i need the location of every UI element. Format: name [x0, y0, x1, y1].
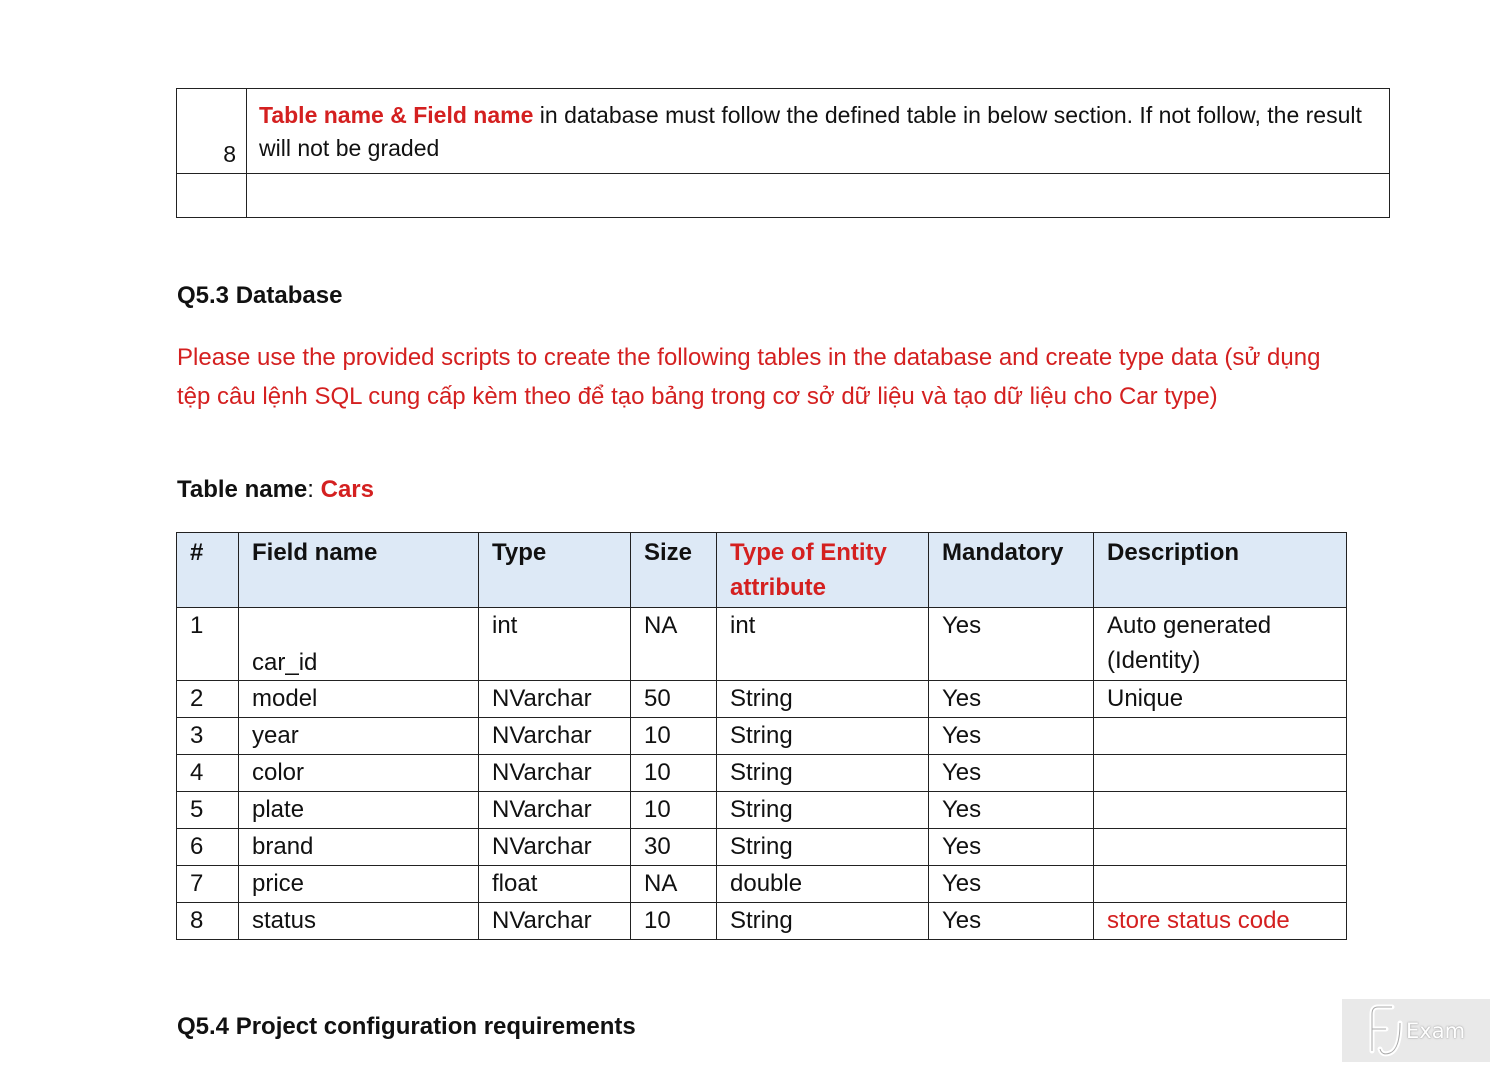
table-row — [177, 829, 1347, 866]
cell-description — [1094, 866, 1347, 903]
database-instructions: Please use the provided scripts to create the following tables in the database and create type data (sử dụng tệp câu lệnh SQL cung cấp kèm theo để tạo bảng trong cơ sở dữ liệu và tạo dữ liệu cho Car type) — [177, 344, 1321, 410]
cell-number: 7 — [177, 866, 239, 903]
cell-description: store status code — [1094, 903, 1347, 940]
requirement-text — [247, 89, 1390, 174]
cell-entity-type: String — [717, 718, 929, 755]
cell-field-name: brand — [239, 829, 479, 866]
cell-type: NVarchar — [479, 829, 631, 866]
cell-type: NVarchar — [479, 792, 631, 829]
cell-size: 10 — [631, 718, 717, 755]
cell-type: NVarchar — [479, 681, 631, 718]
cell-size: NA — [631, 866, 717, 903]
cell-field-name: color — [239, 755, 479, 792]
requirement-table — [176, 88, 1390, 218]
watermark-text: Exam — [1406, 1019, 1466, 1043]
cell-size: NA — [631, 608, 717, 681]
section-heading-q53: Q5.3 Database — [177, 282, 343, 309]
cell-field-name: car_id — [239, 608, 479, 681]
cell-field-name: status — [239, 903, 479, 940]
cell-type: NVarchar — [479, 903, 631, 940]
cell-mandatory: Yes — [929, 681, 1094, 718]
empty-cell — [177, 174, 247, 218]
cell-entity-type: String — [717, 792, 929, 829]
cell-type: NVarchar — [479, 718, 631, 755]
cell-entity-type: String — [717, 829, 929, 866]
cell-type: int — [479, 608, 631, 681]
cell-type: float — [479, 866, 631, 903]
cell-type: NVarchar — [479, 755, 631, 792]
cell-number: 4 — [177, 755, 239, 792]
table-row — [177, 792, 1347, 829]
requirement-conjunction: & — [383, 102, 414, 128]
table-name-label: Table name — [177, 476, 308, 503]
cell-field-name: plate — [239, 792, 479, 829]
cell-description: Unique — [1094, 681, 1347, 718]
cell-mandatory: Yes — [929, 866, 1094, 903]
empty-cell — [247, 174, 1390, 218]
cell-description — [1094, 718, 1347, 755]
table-name-separator: : — [307, 476, 321, 503]
requirement-number: 8 — [177, 89, 247, 174]
cell-mandatory: Yes — [929, 792, 1094, 829]
cell-number: 8 — [177, 903, 239, 940]
cell-size: 10 — [631, 903, 717, 940]
cell-size: 10 — [631, 755, 717, 792]
column-header-size: Size — [631, 533, 717, 608]
cell-number: 5 — [177, 792, 239, 829]
cell-mandatory: Yes — [929, 608, 1094, 681]
column-header-field-name: Field name — [239, 533, 479, 608]
column-header-number: # — [177, 533, 239, 608]
cell-size: 50 — [631, 681, 717, 718]
watermark — [1342, 999, 1490, 1062]
cell-size: 10 — [631, 792, 717, 829]
cell-number: 3 — [177, 718, 239, 755]
cell-entity-type: double — [717, 866, 929, 903]
column-header-entity-type: Type of Entity attribute — [717, 533, 929, 608]
cell-description — [1094, 755, 1347, 792]
requirement-rest: in database must follow the defined table in below section. If not follow, the result will not be graded — [259, 102, 1362, 161]
column-header-type: Type — [479, 533, 631, 608]
table-row — [177, 755, 1347, 792]
cell-field-name: price — [239, 866, 479, 903]
table-name-value: Cars — [320, 476, 374, 503]
table-row — [177, 866, 1347, 903]
cell-number: 2 — [177, 681, 239, 718]
cars-table — [176, 532, 1347, 940]
cell-entity-type: String — [717, 755, 929, 792]
table-name-line — [177, 476, 374, 504]
cell-number: 6 — [177, 829, 239, 866]
cell-size: 30 — [631, 829, 717, 866]
requirement-highlight-field-name: Field name — [413, 102, 534, 128]
table-row — [177, 608, 1347, 681]
cell-description: Auto generated (Identity) — [1094, 608, 1347, 681]
cars-table-header-row — [177, 533, 1347, 608]
cell-number: 1 — [177, 608, 239, 681]
cell-field-name: model — [239, 681, 479, 718]
column-header-mandatory: Mandatory — [929, 533, 1094, 608]
cell-field-name: year — [239, 718, 479, 755]
requirement-row — [177, 89, 1390, 174]
cell-mandatory: Yes — [929, 829, 1094, 866]
requirement-highlight-table-name: Table name — [259, 102, 384, 128]
cell-description — [1094, 829, 1347, 866]
requirement-empty-row — [177, 174, 1390, 218]
cell-mandatory: Yes — [929, 718, 1094, 755]
table-row — [177, 903, 1347, 940]
table-row — [177, 718, 1347, 755]
cell-mandatory: Yes — [929, 903, 1094, 940]
cell-entity-type: String — [717, 903, 929, 940]
cell-description — [1094, 792, 1347, 829]
column-header-description: Description — [1094, 533, 1347, 608]
table-row — [177, 681, 1347, 718]
cell-entity-type: String — [717, 681, 929, 718]
cell-mandatory: Yes — [929, 755, 1094, 792]
cell-entity-type: int — [717, 608, 929, 681]
section-heading-q54: Q5.4 Project configuration requirements — [177, 1013, 636, 1040]
